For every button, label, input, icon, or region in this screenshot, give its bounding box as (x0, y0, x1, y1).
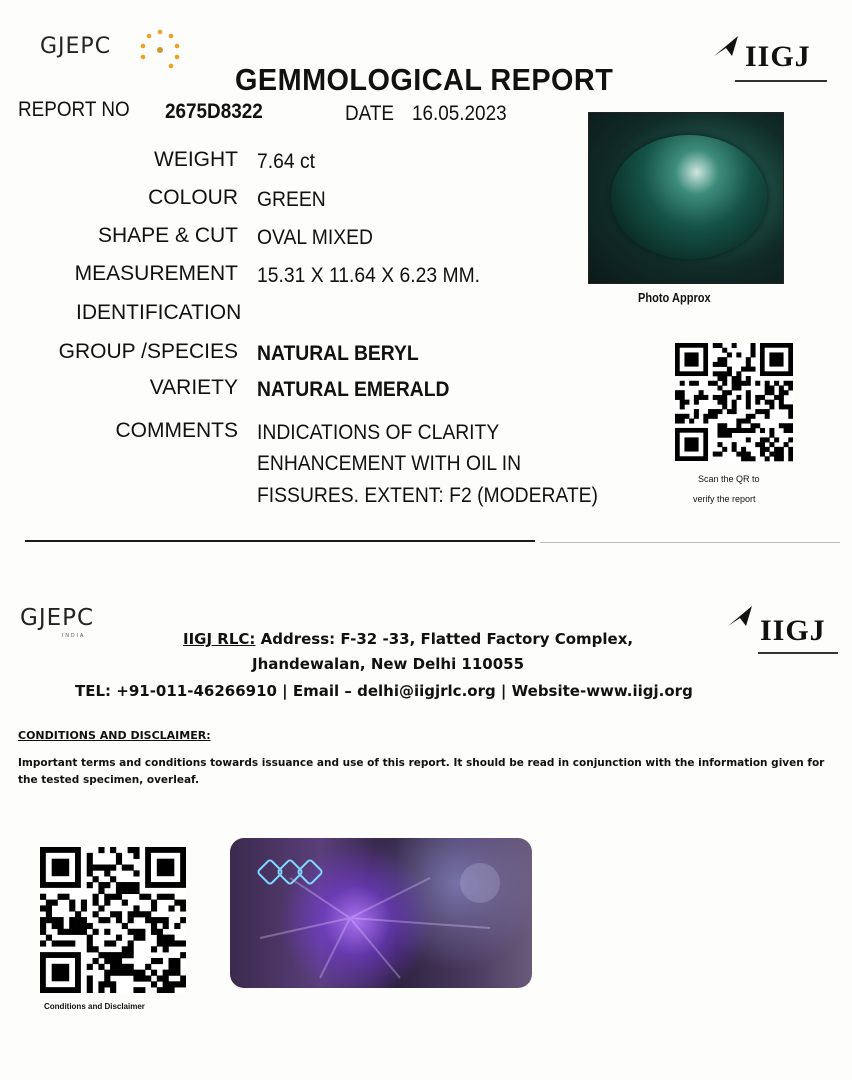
measurement-label: MEASUREMENT (74, 262, 238, 285)
group-species-value: NATURAL BERYL (257, 342, 419, 365)
weight-value: 7.64 ct (257, 150, 316, 173)
verify-qr-code[interactable] (675, 343, 793, 463)
hologram-sticker (230, 838, 532, 988)
footer-gjepc-sub: INDIA (62, 633, 86, 639)
address-text: Address: F-32 -33, Flatted Factory Complex, (255, 630, 634, 648)
emerald-image (611, 135, 767, 259)
colour-value: GREEN (257, 188, 326, 211)
conditions-qr-caption: Conditions and Disclaimer (44, 1002, 145, 1011)
report-title: GEMMOLOGICAL REPORT (235, 62, 614, 97)
variety-label: VARIETY (149, 376, 238, 399)
qr-caption-line1: Scan the QR to (698, 474, 760, 484)
shape-cut-value: OVAL MIXED (257, 226, 373, 249)
date-value: 16.05.2023 (412, 102, 507, 125)
iigj-arrow-icon (712, 34, 742, 60)
date-label: DATE (345, 102, 395, 125)
qr-caption-line2: verify the report (693, 494, 756, 504)
shape-cut-label: SHAPE & CUT (97, 224, 238, 247)
comments-label: COMMENTS (115, 419, 238, 442)
section-divider (25, 540, 535, 542)
conditions-title: CONDITIONS AND DISCLAIMER: (18, 729, 211, 742)
conditions-qr-code[interactable] (40, 847, 186, 993)
hologram-pattern (230, 838, 532, 988)
photo-caption: Photo Approx (638, 290, 711, 305)
footer-iigj-arrow-icon (726, 604, 756, 630)
colour-label: COLOUR (148, 186, 238, 209)
gem-photo (588, 112, 784, 284)
iigj-underline (735, 80, 827, 82)
report-no-value: 2675D8322 (165, 100, 263, 123)
identification-label: IDENTIFICATION (76, 301, 242, 324)
comments-value: INDICATIONS OF CLARITY (257, 421, 500, 444)
footer-iigj-logo: IIGJ (760, 614, 826, 647)
gjepc-logo (40, 34, 111, 59)
report-no-label: REPORT NO (18, 98, 130, 121)
variety-value: NATURAL EMERALD (257, 378, 450, 401)
measurement-value: 15.31 X 11.64 X 6.23 MM. (257, 264, 481, 287)
iigj-logo: IIGJ (745, 40, 811, 73)
comments-line-3: FISSURES. EXTENT: F2 (MODERATE) (257, 484, 599, 507)
address-line-2: Jhandewalan, New Delhi 110055 (252, 655, 525, 673)
group-species-label: GROUP /SPECIES (58, 340, 238, 363)
address-label: IIGJ RLC: (183, 630, 256, 648)
footer-iigj-underline (758, 652, 838, 654)
weight-label: WEIGHT (154, 148, 238, 171)
gjepc-logo-text: GJEPC (40, 34, 112, 59)
gjepc-dots-icon (135, 28, 185, 74)
conditions-text: Important terms and conditions towards issuance and use of this report. It should be read in conjunction with the information given for the tested specimen, overleaf. (18, 757, 825, 786)
contact-line: TEL: +91-011-46266910 | Email – delhi@iigjrlc.org | Website-www.iigj.org (75, 682, 693, 700)
comments-line-2: ENHANCEMENT WITH OIL IN (257, 452, 522, 475)
divider-faint (540, 542, 840, 543)
address-line-1 (183, 630, 633, 648)
footer-gjepc-logo: GJEPC (20, 605, 95, 631)
